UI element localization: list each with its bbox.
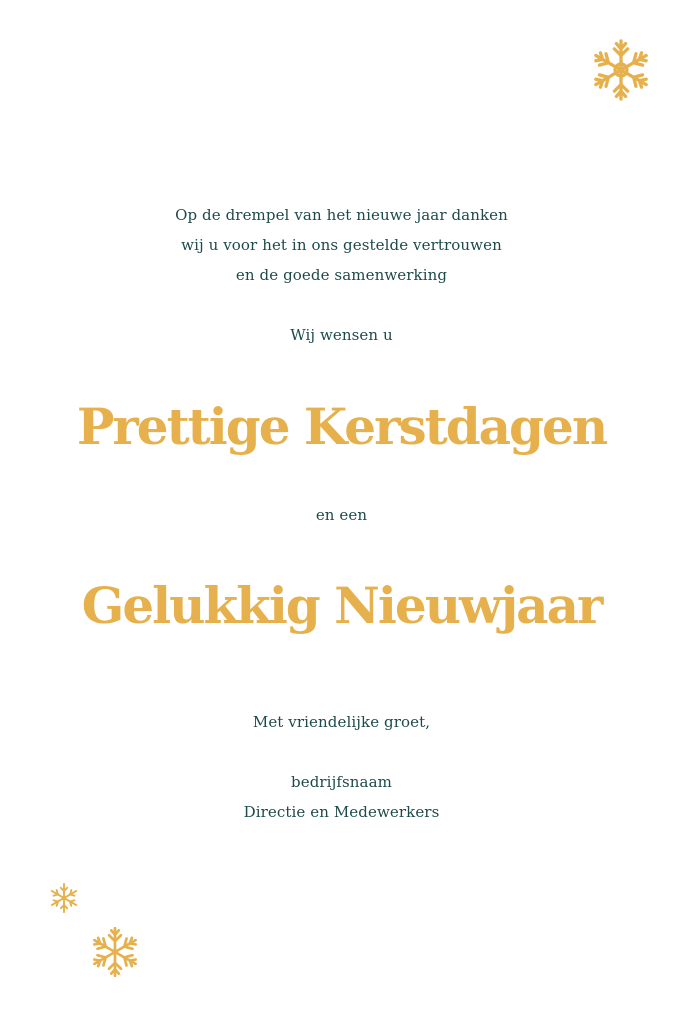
snowflake-icon bbox=[48, 882, 80, 914]
intro-line-2: wij u voor het in ons gestelde vertrouwen bbox=[181, 236, 502, 254]
intro-line-3: en de goede samenwerking bbox=[235, 266, 448, 284]
closing-text: Met vriendelijke groet, bbox=[252, 713, 431, 731]
signature-text: Directie en Medewerkers bbox=[243, 803, 440, 821]
connector-text: en een bbox=[315, 506, 368, 524]
snowflake-icon bbox=[588, 37, 654, 103]
company-name: bedrijfsnaam bbox=[291, 773, 392, 791]
snowflake-icon bbox=[88, 925, 142, 979]
headline-nieuwjaar: Gelukkig Nieuwjaar bbox=[81, 576, 602, 635]
intro-line-1: Op de drempel van het nieuwe jaar danken bbox=[175, 206, 508, 224]
wish-text: Wij wensen u bbox=[290, 326, 393, 344]
headline-kerstdagen: Prettige Kerstdagen bbox=[76, 397, 607, 456]
